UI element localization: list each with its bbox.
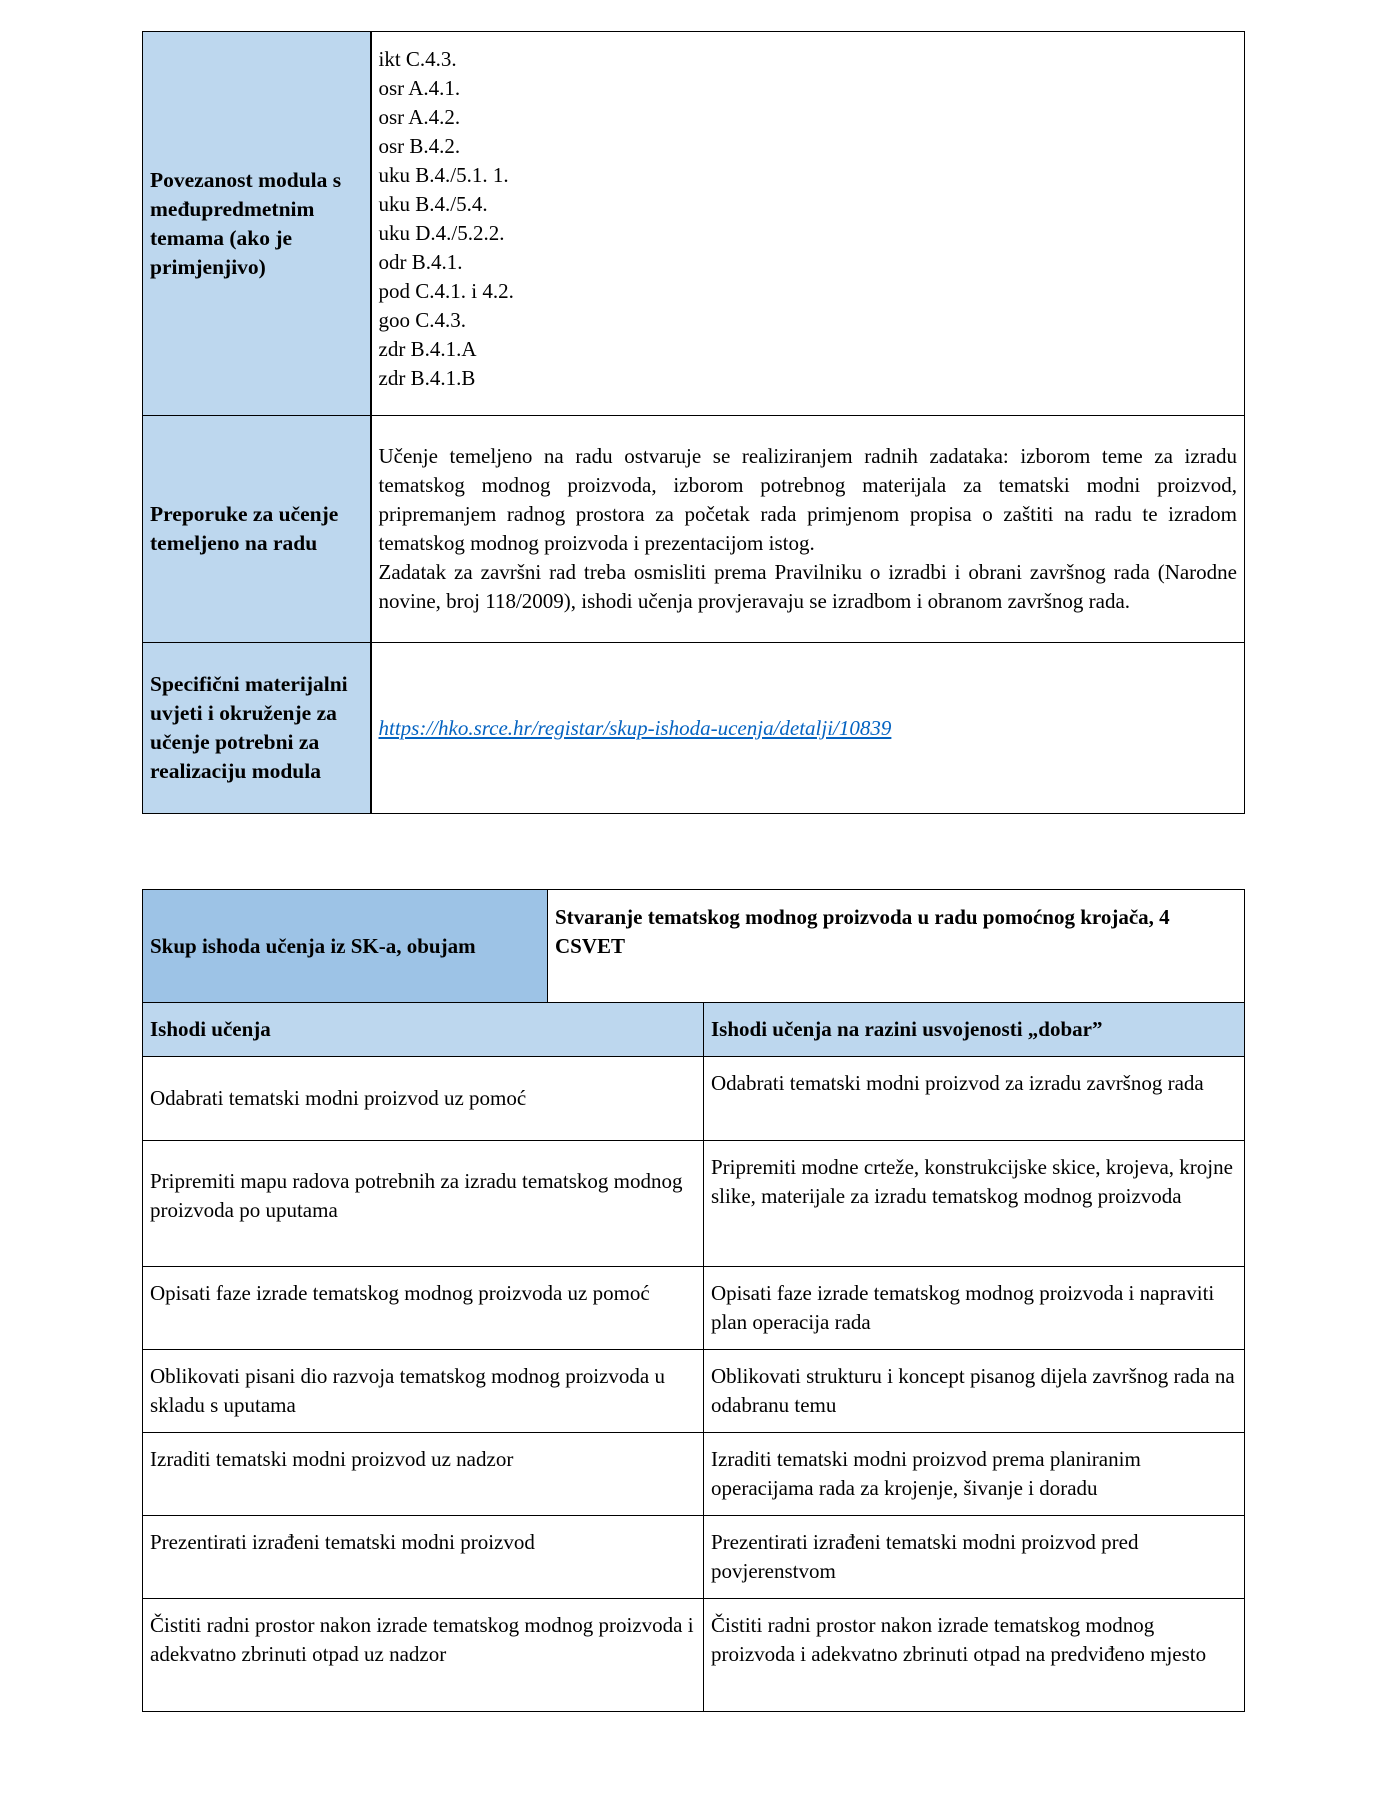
code-item: zdr B.4.1.B [378, 366, 476, 390]
table-header-row [143, 1003, 1245, 1057]
work-based-learning-label: Preporuke za učenje temeljeno na radu [143, 416, 371, 643]
outcome-cell: Prezentirati izrađeni tematski modni proizvod [143, 1516, 704, 1599]
code-item: osr A.4.2. [378, 105, 461, 129]
table-row [143, 1141, 1245, 1267]
code-item: goo C.4.3. [378, 308, 467, 332]
code-item: uku B.4./5.4. [378, 192, 488, 216]
good-level-cell: Pripremiti modne crteže, konstrukcijske skice, krojeva, krojne slike, materijale za izradu tematskog modnog proizvoda [704, 1141, 1245, 1267]
column-header-good-level: Ishodi učenja na razini usvojenosti „dobar” [704, 1003, 1245, 1057]
material-conditions-value [371, 643, 1245, 814]
table-row-work-based-learning [143, 416, 1245, 643]
good-level-cell: Izraditi tematski modni proizvod prema planiranim operacijama rada za krojenje, šivanje i doradu [704, 1433, 1245, 1516]
good-level-cell: Čistiti radni prostor nakon izrade tematskog modnog proizvoda i adekvatno zbrinuti otpad na predviđeno mjesto [704, 1599, 1245, 1712]
module-details-table [142, 31, 1245, 814]
table-row [143, 1433, 1245, 1516]
table-row [143, 1057, 1245, 1141]
recommendation-paragraph: Učenje temeljeno na radu ostvaruje se realiziranjem radnih zadataka: izborom teme za izradu tematskog modnog proizvoda, izborom potrebnog materijala za tematski modni proizvod, pripremanjem radnog prostora za početak rada primjenom propisa o zaštiti na radu te izradom tematskog modnog proizvoda i prezentacijom istog. [378, 444, 1237, 555]
outcome-set-label: Skup ishoda učenja iz SK-a, obujam [143, 890, 548, 1003]
code-item: uku B.4./5.1. 1. [378, 163, 509, 187]
outcome-cell: Izraditi tematski modni proizvod uz nadzor [143, 1433, 704, 1516]
table-row [143, 1350, 1245, 1433]
outcome-cell: Odabrati tematski modni proizvod uz pomoć [143, 1057, 704, 1141]
table-row-outcome-set [143, 890, 1245, 1003]
outcome-cell: Pripremiti mapu radova potrebnih za izradu tematskog modnog proizvoda po uputama [143, 1141, 704, 1267]
crosscurricular-codes [371, 32, 1245, 416]
good-level-cell: Oblikovati strukturu i koncept pisanog dijela završnog rada na odabranu temu [704, 1350, 1245, 1433]
code-item: uku D.4./5.2.2. [378, 221, 505, 245]
table-row [143, 1267, 1245, 1350]
table-row-crosscurricular-topics [143, 32, 1245, 416]
outcome-set-value: Stvaranje tematskog modnog proizvoda u radu pomoćnog krojača, 4 CSVET [548, 890, 1245, 1003]
outcome-cell: Opisati faze izrade tematskog modnog proizvoda uz pomoć [143, 1267, 704, 1350]
table-row [143, 1516, 1245, 1599]
material-conditions-label: Specifični materijalni uvjeti i okruženje za učenje potrebni za realizaciju modula [143, 643, 371, 814]
outcome-cell: Čistiti radni prostor nakon izrade tematskog modnog proizvoda i adekvatno zbrinuti otpad uz nadzor [143, 1599, 704, 1712]
hko-registry-link[interactable]: https://hko.srce.hr/registar/skup-ishoda-ucenja/detalji/10839 [378, 715, 892, 740]
final-work-paragraph: Zadatak za završni rad treba osmisliti prema Pravilniku o izradbi i obrani završnog rada (Narodne novine, broj 118/2009), ishodi učenja provjeravaju se izradbom i obranom završnog rada. [378, 560, 1237, 613]
outcome-cell: Oblikovati pisani dio razvoja tematskog modnog proizvoda u skladu s uputama [143, 1350, 704, 1433]
table-row-material-conditions [143, 643, 1245, 814]
column-header-outcomes: Ishodi učenja [143, 1003, 704, 1057]
code-item: odr B.4.1. [378, 250, 463, 274]
crosscurricular-label: Povezanost modula s međupredmetnim temama (ako je primjenjivo) [143, 32, 371, 416]
learning-outcomes-table [142, 889, 1245, 1712]
code-item: pod C.4.1. i 4.2. [378, 279, 514, 303]
code-item: osr A.4.1. [378, 76, 461, 100]
code-item: zdr B.4.1.A [378, 337, 477, 361]
good-level-cell: Opisati faze izrade tematskog modnog proizvoda i napraviti plan operacija rada [704, 1267, 1245, 1350]
good-level-cell: Prezentirati izrađeni tematski modni proizvod pred povjerenstvom [704, 1516, 1245, 1599]
good-level-cell: Odabrati tematski modni proizvod za izradu završnog rada [704, 1057, 1245, 1141]
code-item: osr B.4.2. [378, 134, 461, 158]
work-based-learning-text [371, 416, 1245, 643]
table-row [143, 1599, 1245, 1712]
code-item: ikt C.4.3. [378, 47, 457, 71]
